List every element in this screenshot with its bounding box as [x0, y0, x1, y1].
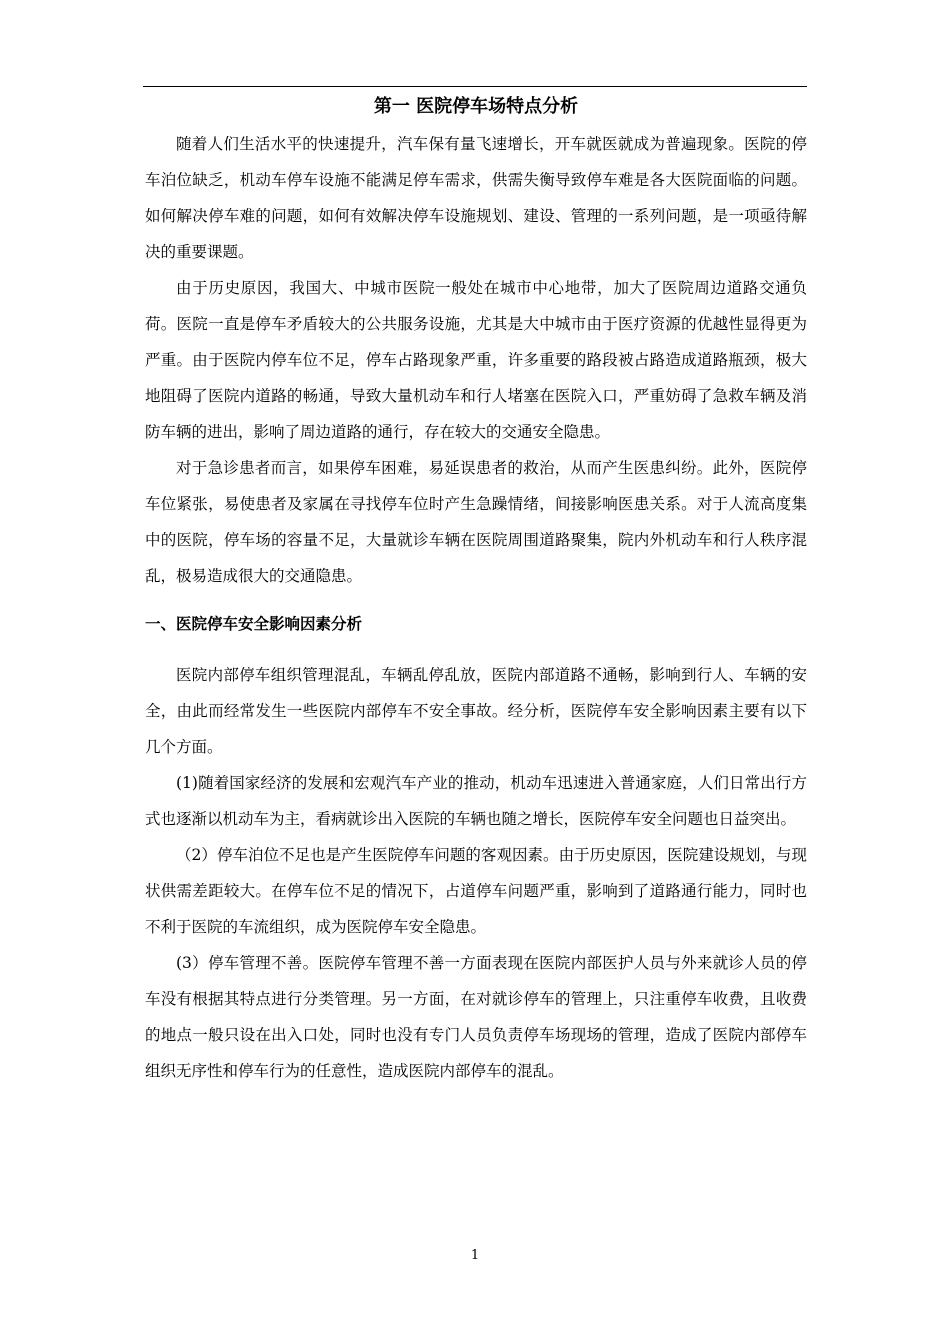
section-paragraph-1: 医院内部停车组织管理混乱，车辆乱停乱放，医院内部道路不通畅，影响到行人、车辆的安全，由此而经常发生一些医院内部停车不安全事故。经分析，医院停车安全影响因素主要有以下几个方面。 [145, 666, 807, 756]
document-body [145, 94, 807, 1089]
section-paragraph-4: (3）停车管理不善。医院停车管理不善一方面表现在医院内部医护人员与外来就诊人员的停车没有根据其特点进行分类管理。另一方面，在对就诊停车的管理上，只注重停车收费，且收费的地点一般只设在出入口处，同时也没有专门人员负责停车场现场的管理，造成了医院内部停车组织无序性和停车行为的任意性，造成医院内部停车的混乱。 [145, 954, 807, 1080]
section-heading: 一、医院停车安全影响因素分析 [145, 615, 363, 633]
section-paragraph-3: （2）停车泊位不足也是产生医院停车问题的客观因素。由于历史原因，医院建设规划，与现状供需差距较大。在停车位不足的情况下，占道停车问题严重，影响到了道路通行能力，同时也不利于医院的车流组织，成为医院停车安全隐患。 [145, 846, 807, 936]
intro-paragraph-2: 由于历史原因，我国大、中城市医院一般处在城市中心地带，加大了医院周边道路交通负荷。医院一直是停车矛盾较大的公共服务设施，尤其是大中城市由于医疗资源的优越性显得更为严重。由于医院内停车位不足，停车占路现象严重，许多重要的路段被占路造成道路瓶颈，极大地阻碍了医院内道路的畅通，导致大量机动车和行人堵塞在医院入口，严重妨碍了急救车辆及消防车辆的进出，影响了周边道路的通行，存在较大的交通安全隐患。 [145, 279, 807, 441]
page-number: 1 [470, 1248, 480, 1263]
intro-paragraph-3: 对于急诊患者而言，如果停车困难，易延误患者的救治，从而产生医患纠纷。此外，医院停车位紧张，易使患者及家属在寻找停车位时产生急躁情绪，间接影响医患关系。对于人流高度集中的医院，停车场的容量不足，大量就诊车辆在医院周围道路聚集，院内外机动车和行人秩序混乱，极易造成很大的交通隐患。 [145, 459, 807, 585]
intro-paragraph-1: 随着人们生活水平的快速提升，汽车保有量飞速增长，开车就医就成为普遍现象。医院的停车泊位缺乏，机动车停车设施不能满足停车需求，供需失衡导致停车难是各大医院面临的问题。如何解决停车难的问题，如何有效解决停车设施规划、建设、管理的一系列问题，是一项亟待解决的重要课题。 [145, 135, 807, 261]
section-paragraph-2: (1)随着国家经济的发展和宏观汽车产业的推动，机动车迅速进入普通家庭，人们日常出行方式也逐渐以机动车为主，看病就诊出入医院的车辆也随之增长，医院停车安全问题也日益突出。 [145, 774, 807, 828]
chapter-title: 第一 医院停车场特点分析 [373, 96, 579, 117]
header-rule [143, 86, 807, 87]
